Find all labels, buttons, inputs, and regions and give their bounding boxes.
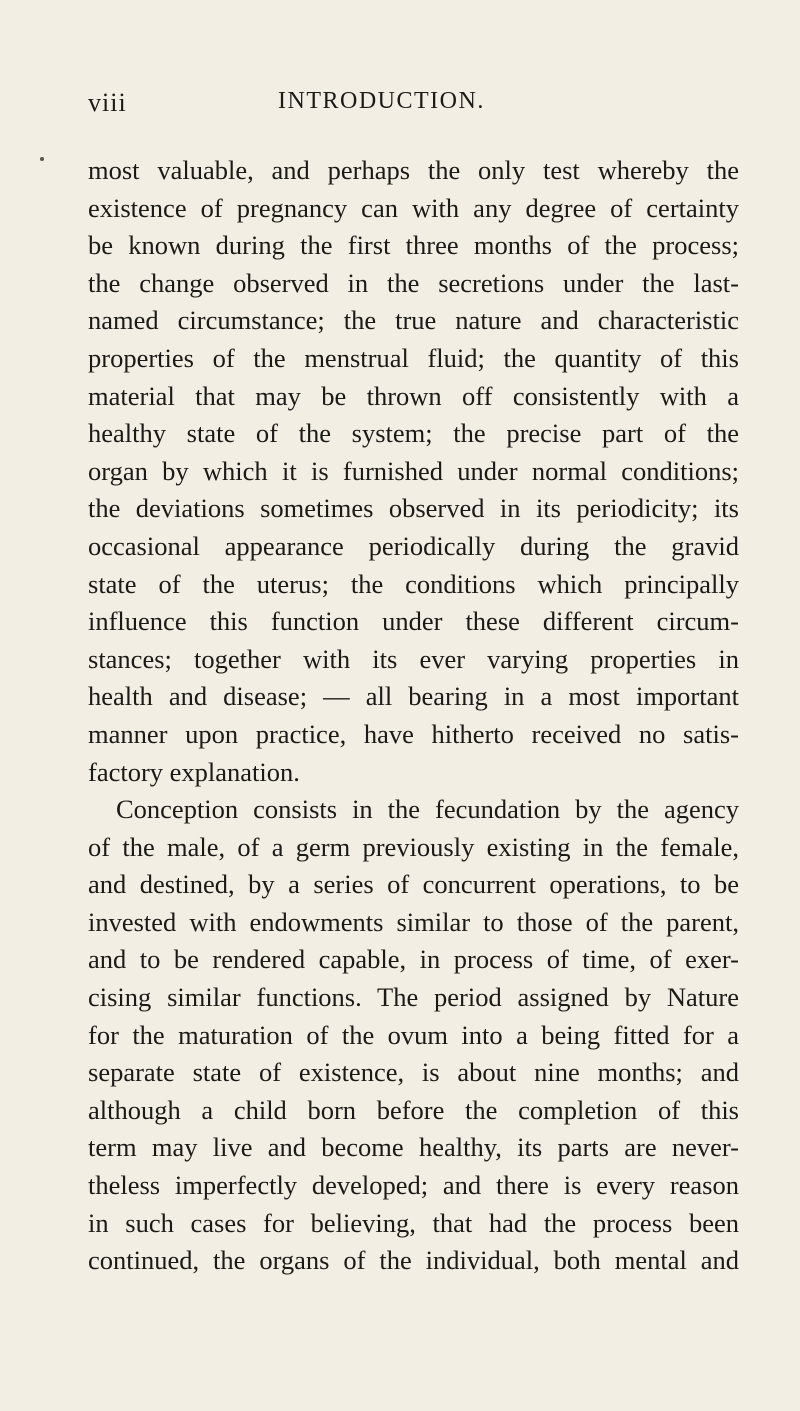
text-line: organ by which it is furnished under normal conditions; (88, 455, 739, 486)
text-line: for the maturation of the ovum into a being fitted for a (88, 1019, 739, 1050)
text-line: cising similar functions. The period assigned by Nature (88, 982, 739, 1013)
text-line: manner upon practice, have hitherto received no satis- (88, 718, 739, 749)
text-line: be known during the first three months of the process; (88, 230, 739, 261)
text-line: existence of pregnancy can with any degree of certainty (88, 192, 739, 223)
text-line: of the male, of a germ previously existing in the female, (88, 831, 739, 862)
page-number: viii (88, 88, 127, 117)
text-line: properties of the menstrual fluid; the quantity of this (88, 342, 739, 373)
text-line: term may live and become healthy, its parts are never- (88, 1132, 739, 1163)
text-line: invested with endowments similar to those of the parent, (88, 906, 739, 937)
text-line: influence this function under these different circum- (88, 606, 739, 637)
text-line: healthy state of the system; the precise part of the (88, 418, 739, 449)
text-line: the change observed in the secretions under the last- (88, 267, 739, 298)
page-header (88, 88, 738, 118)
text-line: separate state of existence, is about nine months; and (88, 1057, 739, 1088)
text-line: named circumstance; the true nature and characteristic (88, 305, 739, 336)
text-line: although a child born before the completion of this (88, 1094, 739, 1125)
paragraph-start-line: Conception consists in the fecundation by the agency (116, 794, 739, 825)
paragraph-end-line: factory explanation. (88, 756, 300, 787)
text-line: in such cases for believing, that had the process been (88, 1207, 739, 1238)
text-line: continued, the organs of the individual, both mental and (88, 1245, 739, 1276)
text-line: most valuable, and perhaps the only test whereby the (88, 155, 739, 185)
text-line: health and disease; — all bearing in a most important (88, 681, 739, 712)
text-line: state of the uterus; the conditions which principally (88, 568, 739, 599)
margin-mark (40, 157, 44, 161)
text-line: theless imperfectly developed; and there is every reason (88, 1170, 739, 1201)
text-line: stances; together with its ever varying properties in (88, 643, 739, 674)
text-line: material that may be thrown off consistently with a (88, 380, 739, 411)
text-line: and to be rendered capable, in process of time, of exer- (88, 944, 739, 975)
body-text (88, 152, 739, 1280)
text-line: occasional appearance periodically during the gravid (88, 530, 739, 561)
running-title: INTRODUCTION. (278, 88, 485, 114)
text-line: and destined, by a series of concurrent operations, to be (88, 869, 739, 900)
text-line: the deviations sometimes observed in its periodicity; its (88, 493, 739, 524)
